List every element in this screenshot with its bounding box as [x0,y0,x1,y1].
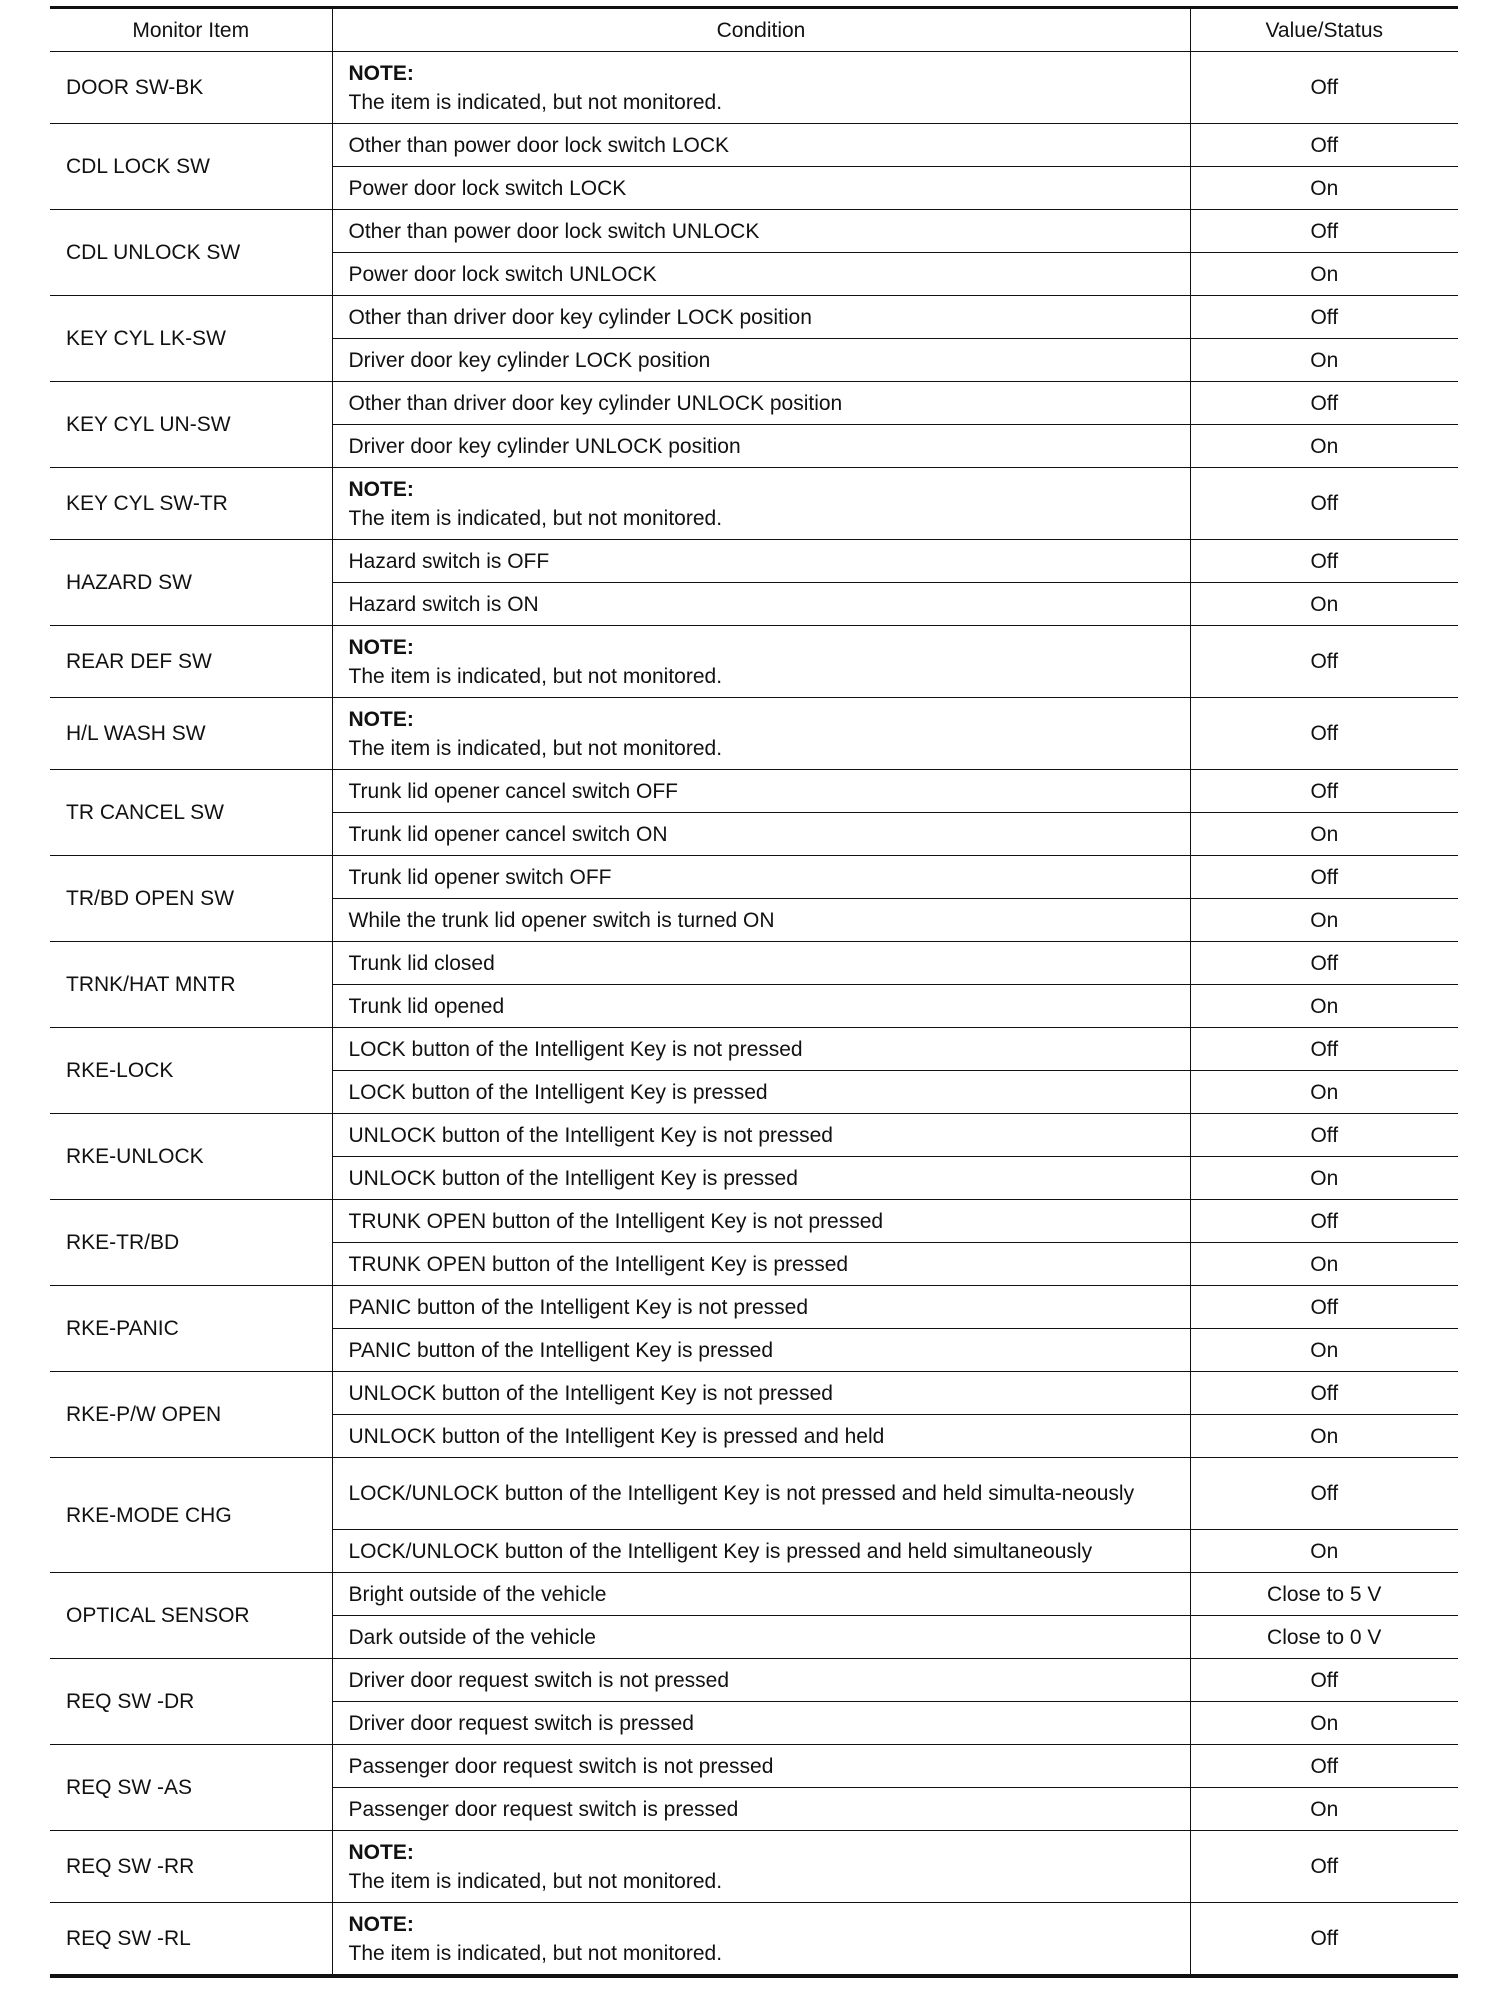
condition-cell: Trunk lid opener switch OFF [332,856,1190,899]
condition-cell: Hazard switch is OFF [332,540,1190,583]
value-status-cell: Off [1190,540,1458,583]
value-status-cell: On [1190,1243,1458,1286]
value-status-cell: On [1190,813,1458,856]
condition-cell: Driver door request switch is not pressed [332,1659,1190,1702]
value-status-cell: Off [1190,1659,1458,1702]
monitor-item-cell: RKE-LOCK [50,1028,332,1114]
condition-cell: Dark outside of the vehicle [332,1616,1190,1659]
monitor-item-cell: REQ SW -DR [50,1659,332,1745]
table-row [50,468,1458,540]
table-row [50,1458,1458,1530]
value-status-cell: Off [1190,1200,1458,1243]
table-body [50,52,1458,1977]
monitor-item-cell: REQ SW -RR [50,1831,332,1903]
monitor-item-cell: HAZARD SW [50,540,332,626]
condition-cell [332,1903,1190,1977]
monitor-item-cell: KEY CYL UN-SW [50,382,332,468]
value-status-cell: Off [1190,770,1458,813]
condition-cell: Other than power door lock switch LOCK [332,124,1190,167]
monitor-item-cell: REAR DEF SW [50,626,332,698]
table-row [50,770,1458,813]
monitor-item-cell: RKE-P/W OPEN [50,1372,332,1458]
note-label: NOTE: [348,1912,414,1936]
table-row [50,1200,1458,1243]
monitor-item-cell: CDL UNLOCK SW [50,210,332,296]
value-status-cell: On [1190,1702,1458,1745]
table-row [50,1286,1458,1329]
table-row [50,1028,1458,1071]
value-status-cell: Off [1190,468,1458,540]
value-status-cell: Off [1190,52,1458,124]
note-text: The item is indicated, but not monitored. [348,90,723,114]
table-row [50,1114,1458,1157]
condition-cell: PANIC button of the Intelligent Key is pressed [332,1329,1190,1372]
header-condition: Condition [332,8,1190,52]
monitor-item-cell: REQ SW -AS [50,1745,332,1831]
monitor-item-cell: CDL LOCK SW [50,124,332,210]
table-row [50,1573,1458,1616]
value-status-cell: Off [1190,1458,1458,1530]
value-status-cell: Off [1190,1903,1458,1977]
monitor-item-cell: RKE-PANIC [50,1286,332,1372]
value-status-cell: Off [1190,1745,1458,1788]
value-status-cell: Off [1190,698,1458,770]
condition-cell: Driver door request switch is pressed [332,1702,1190,1745]
condition-cell: Trunk lid closed [332,942,1190,985]
condition-cell: TRUNK OPEN button of the Intelligent Key is not pressed [332,1200,1190,1243]
condition-cell [332,1831,1190,1903]
monitor-item-cell: TR/BD OPEN SW [50,856,332,942]
table-row [50,626,1458,698]
table-header-row [50,8,1458,52]
note-text: The item is indicated, but not monitored. [348,1941,723,1965]
value-status-cell: On [1190,425,1458,468]
monitor-item-table-page [50,6,1458,1978]
condition-cell: Other than driver door key cylinder UNLOCK position [332,382,1190,425]
table-row [50,296,1458,339]
monitor-item-cell: REQ SW -RL [50,1903,332,1977]
condition-cell: LOCK/UNLOCK button of the Intelligent Key is pressed and held simultaneously [332,1530,1190,1573]
value-status-cell: On [1190,1071,1458,1114]
value-status-cell: On [1190,985,1458,1028]
monitor-item-cell: RKE-UNLOCK [50,1114,332,1200]
value-status-cell: Off [1190,1831,1458,1903]
header-value-status: Value/Status [1190,8,1458,52]
condition-cell [332,468,1190,540]
condition-cell: Trunk lid opener cancel switch OFF [332,770,1190,813]
condition-cell: UNLOCK button of the Intelligent Key is pressed and held [332,1415,1190,1458]
monitor-item-cell: RKE-MODE CHG [50,1458,332,1573]
monitor-item-cell: KEY CYL LK-SW [50,296,332,382]
value-status-cell: On [1190,899,1458,942]
condition-cell: Other than power door lock switch UNLOCK [332,210,1190,253]
value-status-cell: Off [1190,942,1458,985]
condition-cell: Bright outside of the vehicle [332,1573,1190,1616]
value-status-cell: Off [1190,1028,1458,1071]
value-status-cell: Close to 0 V [1190,1616,1458,1659]
monitor-item-cell: TRNK/HAT MNTR [50,942,332,1028]
value-status-cell: Off [1190,1372,1458,1415]
value-status-cell: Off [1190,1286,1458,1329]
table-row [50,52,1458,124]
table-row [50,1831,1458,1903]
note-label: NOTE: [348,1840,414,1864]
condition-cell: LOCK button of the Intelligent Key is pressed [332,1071,1190,1114]
condition-cell: Power door lock switch UNLOCK [332,253,1190,296]
condition-cell: Other than driver door key cylinder LOCK position [332,296,1190,339]
note-text: The item is indicated, but not monitored. [348,664,723,688]
condition-cell: PANIC button of the Intelligent Key is not pressed [332,1286,1190,1329]
table-row [50,698,1458,770]
value-status-cell: Off [1190,296,1458,339]
condition-cell: Hazard switch is ON [332,583,1190,626]
condition-cell: Driver door key cylinder LOCK position [332,339,1190,382]
monitor-item-cell: KEY CYL SW-TR [50,468,332,540]
condition-cell [332,698,1190,770]
condition-cell: LOCK/UNLOCK button of the Intelligent Key is not pressed and held simulta-neously [332,1458,1190,1530]
value-status-cell: Off [1190,382,1458,425]
note-text: The item is indicated, but not monitored. [348,736,723,760]
condition-cell: Passenger door request switch is pressed [332,1788,1190,1831]
condition-cell: UNLOCK button of the Intelligent Key is not pressed [332,1372,1190,1415]
condition-cell: Power door lock switch LOCK [332,167,1190,210]
monitor-item-cell: RKE-TR/BD [50,1200,332,1286]
table-row [50,124,1458,167]
table-row [50,1745,1458,1788]
header-monitor-item: Monitor Item [50,8,332,52]
table-row [50,856,1458,899]
table-row [50,540,1458,583]
table-row [50,382,1458,425]
note-text: The item is indicated, but not monitored. [348,1869,723,1893]
value-status-cell: Close to 5 V [1190,1573,1458,1616]
note-text: The item is indicated, but not monitored. [348,506,723,530]
value-status-cell: On [1190,253,1458,296]
value-status-cell: Off [1190,210,1458,253]
monitor-item-cell: DOOR SW-BK [50,52,332,124]
table-row [50,1903,1458,1977]
value-status-cell: On [1190,1415,1458,1458]
condition-cell: Trunk lid opened [332,985,1190,1028]
note-label: NOTE: [348,707,414,731]
table-row [50,210,1458,253]
condition-cell: LOCK button of the Intelligent Key is not pressed [332,1028,1190,1071]
condition-cell: UNLOCK button of the Intelligent Key is pressed [332,1157,1190,1200]
value-status-cell: Off [1190,856,1458,899]
condition-cell: While the trunk lid opener switch is turned ON [332,899,1190,942]
value-status-cell: On [1190,167,1458,210]
condition-cell: TRUNK OPEN button of the Intelligent Key is pressed [332,1243,1190,1286]
table-row [50,1659,1458,1702]
monitor-item-cell: H/L WASH SW [50,698,332,770]
value-status-cell: On [1190,1788,1458,1831]
condition-cell: UNLOCK button of the Intelligent Key is not pressed [332,1114,1190,1157]
condition-cell: Driver door key cylinder UNLOCK position [332,425,1190,468]
value-status-cell: Off [1190,1114,1458,1157]
condition-cell [332,52,1190,124]
value-status-cell: On [1190,583,1458,626]
note-label: NOTE: [348,635,414,659]
monitor-item-table [50,6,1458,1978]
condition-cell: Trunk lid opener cancel switch ON [332,813,1190,856]
value-status-cell: On [1190,1530,1458,1573]
note-label: NOTE: [348,477,414,501]
table-row [50,1372,1458,1415]
value-status-cell: On [1190,1157,1458,1200]
value-status-cell: Off [1190,626,1458,698]
condition-cell: Passenger door request switch is not pressed [332,1745,1190,1788]
note-label: NOTE: [348,61,414,85]
monitor-item-cell: OPTICAL SENSOR [50,1573,332,1659]
table-row [50,942,1458,985]
value-status-cell: On [1190,1329,1458,1372]
monitor-item-cell: TR CANCEL SW [50,770,332,856]
value-status-cell: Off [1190,124,1458,167]
value-status-cell: On [1190,339,1458,382]
condition-cell [332,626,1190,698]
